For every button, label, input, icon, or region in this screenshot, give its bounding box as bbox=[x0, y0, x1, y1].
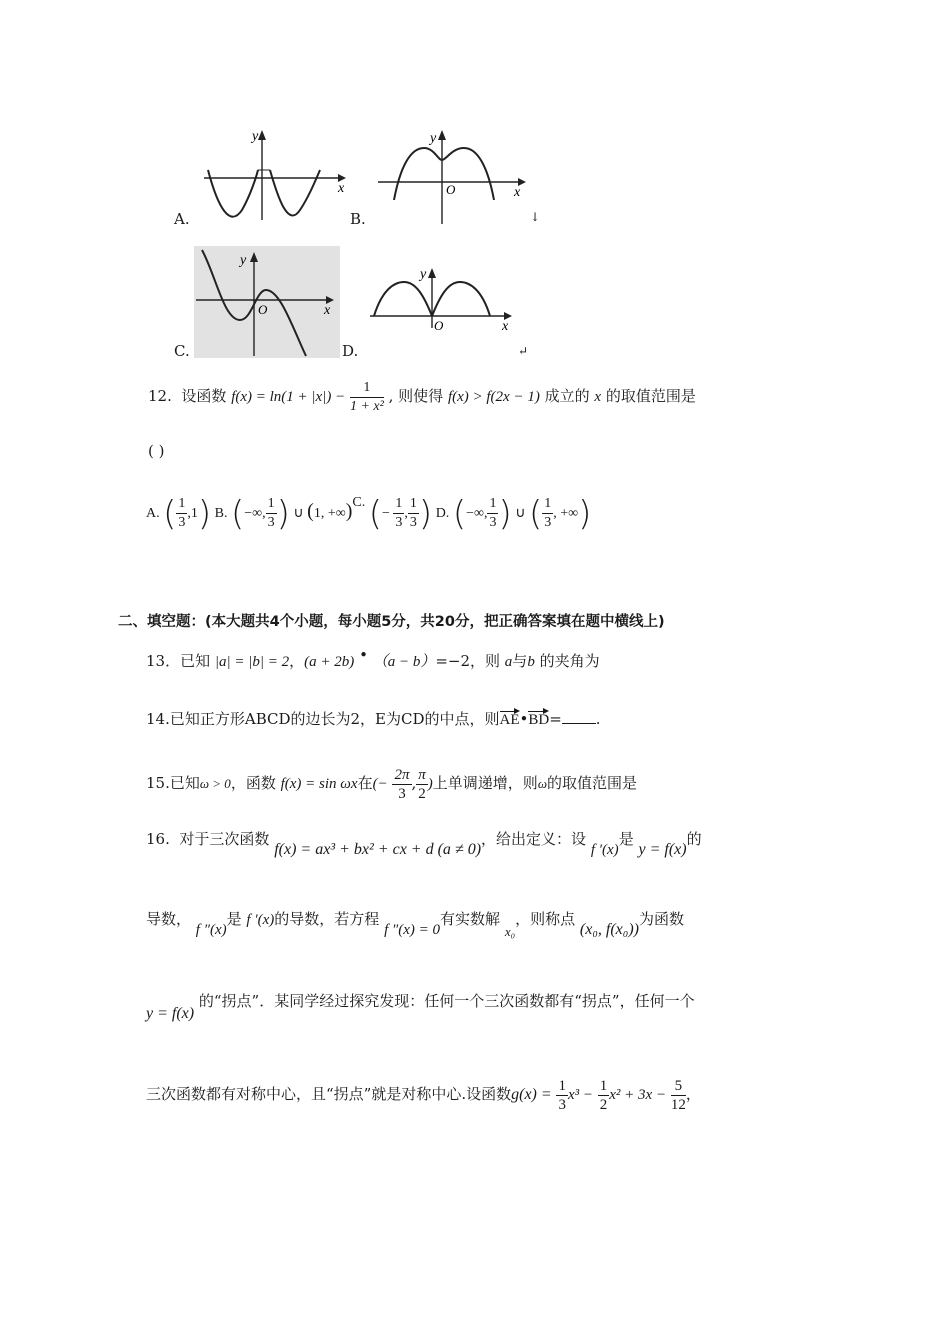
graph-c-origin: O bbox=[258, 302, 268, 317]
graph-a-curve-left bbox=[208, 170, 258, 217]
q16-fprime-2: f ′(x) bbox=[246, 912, 275, 928]
q12-a-frac-num: 1 bbox=[176, 495, 187, 514]
q16-gx: g(x) = bbox=[511, 1086, 552, 1103]
graph-a-curve-right bbox=[270, 170, 320, 215]
q12-b-neg-inf: −∞, bbox=[244, 506, 266, 521]
graph-b-origin: O bbox=[446, 182, 456, 197]
q16-line2-2: 是 bbox=[226, 910, 242, 928]
q16-x0: x₀ bbox=[504, 924, 516, 939]
q12-text-1: 设函数 bbox=[181, 387, 227, 405]
q13-expr-2: (a + 2b) bbox=[304, 654, 355, 670]
q15-text-1: 15.已知 bbox=[146, 774, 200, 792]
q12-d-frac-1-num: 1 bbox=[487, 495, 498, 514]
q13-expr-4: =−2，则 bbox=[435, 652, 501, 670]
q13-sep: ， bbox=[289, 652, 305, 670]
graph-c bbox=[194, 246, 340, 358]
q12-fraction bbox=[350, 379, 384, 416]
q15-frac-2-num: π bbox=[418, 766, 426, 783]
graph-a-x-label: x bbox=[338, 181, 345, 196]
q12-b-frac-den: 3 bbox=[267, 515, 275, 531]
q16-line4-text: 三次函数都有对称中心，且“拐点”就是对称中心.设函数 bbox=[146, 1085, 512, 1103]
q15-text-3: 在 bbox=[357, 774, 373, 792]
q16-g-term-2: x² + 3x − bbox=[609, 1087, 667, 1103]
graph-option-a-label: A. bbox=[174, 210, 190, 228]
q16-eq: f ″(x) = 0 bbox=[384, 922, 441, 938]
q16-line3-yfx: y = f(x) bbox=[146, 1005, 195, 1022]
q16-g-frac-2-den: 2 bbox=[599, 1096, 608, 1113]
graph-d-x-label: x bbox=[502, 319, 509, 334]
q15-cond: ω > 0 bbox=[199, 776, 231, 791]
q15-frac-1 bbox=[392, 766, 411, 803]
q15-frac-2 bbox=[416, 766, 428, 803]
question-12 bbox=[148, 376, 696, 417]
q15-frac-1-den: 3 bbox=[398, 785, 406, 802]
q12-b-frac bbox=[266, 495, 277, 532]
q12-text-3: 成立的 bbox=[544, 387, 590, 405]
q13-text-3: 的夹角为 bbox=[539, 652, 600, 670]
q12-b-one-inf: 1, +∞ bbox=[313, 506, 346, 521]
q12-c-frac-2 bbox=[408, 495, 419, 532]
q14-answer-blank[interactable] bbox=[562, 723, 596, 724]
q13-number: 13． bbox=[146, 652, 181, 670]
q12-a-frac-den: 3 bbox=[178, 515, 186, 531]
q12-a-comma: , bbox=[187, 506, 191, 521]
q12-d-neg-inf: −∞, bbox=[466, 506, 488, 521]
question-16-line-3 bbox=[146, 990, 695, 1022]
q16-line2-3: 的导数，若方程 bbox=[274, 910, 380, 928]
graph-a-y-arrow bbox=[258, 130, 266, 140]
q12-d-union: ∪ bbox=[515, 506, 526, 521]
q15-interval-open: (− bbox=[372, 776, 388, 792]
question-13 bbox=[146, 646, 600, 671]
question-16-line-1 bbox=[146, 828, 702, 858]
q16-text-1: 对于三次函数 bbox=[179, 830, 270, 848]
q12-b-frac-num: 1 bbox=[266, 495, 277, 514]
q14-vector-ae: AE bbox=[499, 712, 520, 728]
q12-d-frac-1 bbox=[487, 495, 498, 532]
q12-d-frac-1-den: 3 bbox=[489, 515, 497, 531]
q16-g-end: ， bbox=[685, 1085, 701, 1103]
q12-number: 12. bbox=[148, 387, 172, 405]
q12-frac-num: 1 bbox=[350, 379, 384, 398]
q16-number: 16. bbox=[146, 830, 170, 848]
q16-g-frac-1-den: 3 bbox=[558, 1096, 566, 1113]
graph-c-y-label: y bbox=[240, 253, 247, 268]
q12-options: A. ( $\frac{1}{3}$ ,1) B. (−∞, $\frac{1}{3}$ ) ∪ (1, +∞)C. (− $\frac{1}{3}$ , $\frac{1}{3}$ ) D. (−∞, $\frac{1}{3}$ ) ∪ ( $\frac{1}{3}$ , +∞) bbox=[146, 493, 592, 534]
q13-var-a: a bbox=[504, 654, 513, 670]
q16-line2-1: 导数， bbox=[146, 910, 192, 928]
q12-answer-paren: ( ) bbox=[148, 442, 165, 460]
q14-vector-bd: BD bbox=[528, 712, 550, 728]
graph-b-curve bbox=[394, 148, 494, 200]
q16-g-term-1: x³ − bbox=[567, 1087, 593, 1103]
q12-option-a-label: A. bbox=[146, 506, 160, 521]
q14-end: . bbox=[595, 710, 601, 728]
q12-option-d-label: D. bbox=[435, 506, 450, 521]
q13-expr-3: （a − b） bbox=[372, 654, 436, 670]
graph-option-c-label: C. bbox=[174, 342, 190, 360]
q12-c-frac-1-num: 1 bbox=[393, 495, 404, 514]
graph-b-x-label: x bbox=[514, 185, 521, 200]
q16-g-frac-2-num: 1 bbox=[599, 1077, 608, 1094]
q16-text-2: ，给出定义：设 bbox=[481, 830, 587, 848]
q15-interval-close: ) bbox=[427, 776, 433, 792]
q13-text-1: 已知 bbox=[180, 652, 211, 670]
graph-option-b-label: B. bbox=[350, 210, 366, 228]
q12-c-frac-1 bbox=[393, 495, 404, 532]
graph-b-y-label: y bbox=[430, 131, 437, 146]
graph-d-origin: O bbox=[434, 318, 444, 333]
question-14 bbox=[146, 708, 601, 729]
q12-func: f(x) = ln(1 + |x|) − bbox=[231, 389, 346, 405]
q16-fdprime: f ″(x) bbox=[195, 922, 227, 938]
q12-frac-den: 1 + x² bbox=[349, 398, 384, 414]
q16-g-frac-2 bbox=[598, 1077, 610, 1114]
q12-b-union: ∪ bbox=[293, 506, 304, 521]
return-mark-d: ↵ bbox=[518, 344, 529, 358]
q12-ineq: f(x) > f(2x − 1) bbox=[447, 389, 540, 405]
q13-var-b: b bbox=[527, 654, 535, 670]
graph-b-y-arrow bbox=[438, 130, 446, 140]
q13-expr-1: |a| = |b| = 2 bbox=[214, 654, 290, 670]
q12-text-4: 的取值范围是 bbox=[605, 387, 696, 405]
q12-option-b-label: B. bbox=[214, 506, 228, 521]
q16-g-frac-1 bbox=[556, 1077, 568, 1114]
q16-text-3: 是 bbox=[618, 830, 634, 848]
q12-a-one: 1 bbox=[190, 506, 198, 521]
q12-text-2: , 则使得 bbox=[388, 387, 444, 405]
q12-var: x bbox=[594, 389, 602, 405]
graph-option-d-label: D. bbox=[342, 342, 359, 360]
q16-text-4: 的 bbox=[686, 830, 702, 848]
q15-var: ω bbox=[537, 776, 547, 791]
return-mark-b: ↓ bbox=[530, 210, 541, 224]
q15-comma: , bbox=[411, 774, 417, 792]
q16-g-frac-1-num: 1 bbox=[558, 1077, 566, 1094]
q15-frac-2-den: 2 bbox=[418, 785, 426, 802]
graph-d-y-arrow bbox=[428, 268, 436, 278]
graph-a bbox=[200, 128, 350, 228]
q16-func: f(x) = ax³ + bx² + cx + d (a ≠ 0) bbox=[274, 841, 482, 858]
q15-text-2: ，函数 bbox=[230, 774, 276, 792]
q16-line3-text: 的“拐点”．某同学经过探究发现：任何一个三次函数都有“拐点”，任何一个 bbox=[198, 992, 695, 1010]
q14-dot: • bbox=[519, 710, 529, 728]
q13-dot: • bbox=[359, 646, 368, 664]
q16-line2-4: 有实数解 bbox=[440, 910, 501, 928]
q15-frac-1-num: 2π bbox=[394, 766, 410, 783]
q14-text-2: = bbox=[549, 710, 562, 728]
q14-text-1: 14.已知正方形ABCD的边长为2，E为CD的中点，则 bbox=[146, 710, 500, 728]
q16-g-frac-3-den: 12 bbox=[670, 1096, 686, 1113]
q13-text-2: 与 bbox=[512, 652, 528, 670]
q12-c-frac-1-den: 3 bbox=[395, 515, 403, 531]
q12-a-frac bbox=[176, 495, 187, 532]
q12-d-frac-2-num: 1 bbox=[542, 495, 553, 514]
q16-fprime: f ′(x) bbox=[590, 842, 619, 858]
q12-c-comma: , bbox=[404, 506, 408, 521]
q16-line2-6: 为函数 bbox=[639, 910, 685, 928]
graph-c-x-label: x bbox=[324, 303, 331, 318]
q12-c-neg: − bbox=[382, 506, 390, 521]
q12-c-frac-2-num: 1 bbox=[408, 495, 419, 514]
graph-d bbox=[368, 266, 528, 336]
q12-d-frac-2-den: 3 bbox=[544, 515, 552, 531]
graph-d-y-label: y bbox=[420, 267, 427, 282]
question-15 bbox=[146, 762, 637, 805]
graph-b bbox=[374, 128, 534, 228]
q16-g-frac-3-num: 5 bbox=[671, 1077, 686, 1096]
q12-d-frac-2 bbox=[542, 495, 553, 532]
q16-yfx: y = f(x) bbox=[638, 841, 687, 858]
q15-text-5: 的取值范围是 bbox=[547, 774, 638, 792]
q16-point: (x₀, f(x₀)) bbox=[579, 921, 639, 938]
q12-c-frac-2-den: 3 bbox=[409, 515, 417, 531]
q12-d-plus-inf: , +∞ bbox=[553, 506, 579, 521]
q12-option-c-label: C. bbox=[352, 495, 366, 510]
question-16-line-2 bbox=[146, 908, 685, 939]
q16-g-frac-3 bbox=[671, 1077, 686, 1114]
q16-line2-5: ，则称点 bbox=[515, 910, 576, 928]
q15-text-4: 上单调递增，则 bbox=[432, 774, 538, 792]
graph-a-y-label: y bbox=[252, 129, 259, 144]
section-2-heading: 二、填空题：(本大题共4个小题，每小题5分，共20分，把正确答案填在题中横线上) bbox=[118, 614, 665, 630]
question-16-line-4 bbox=[146, 1072, 701, 1117]
q15-func: f(x) = sin ωx bbox=[280, 776, 358, 792]
